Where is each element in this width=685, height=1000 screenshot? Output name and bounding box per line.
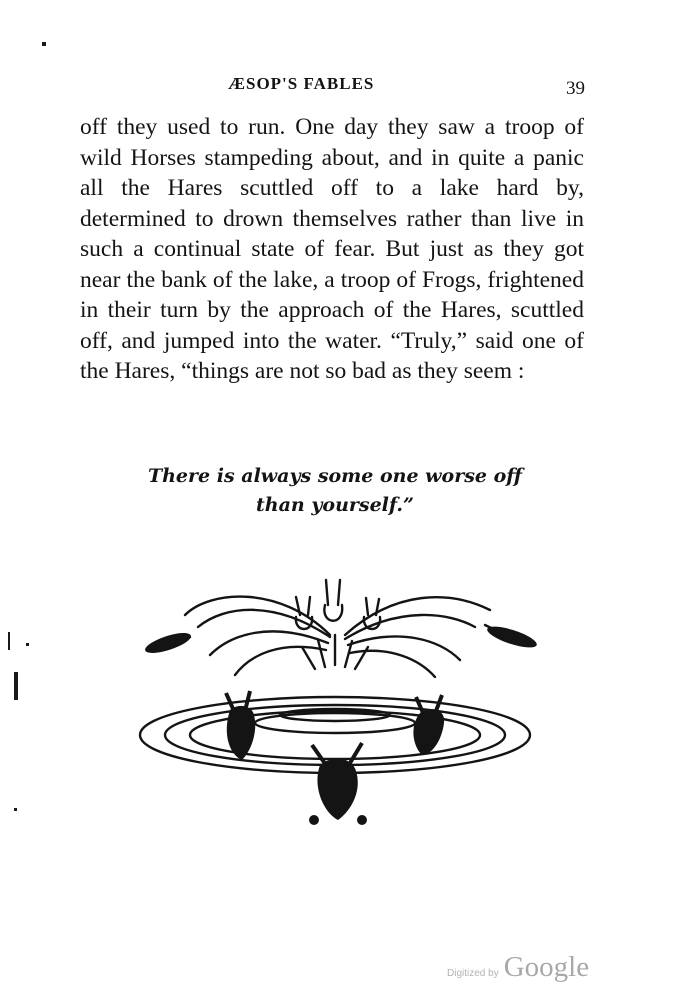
- moral-line-1: There is always some one worse off: [147, 465, 523, 487]
- digitized-label: Digitized by: [447, 968, 499, 979]
- running-head: ÆSOP'S FABLES: [228, 74, 375, 93]
- margin-mark: [14, 672, 18, 700]
- fable-illustration: [130, 565, 550, 835]
- margin-mark: [8, 632, 10, 650]
- moral: [90, 462, 580, 520]
- moral-line-2: than yourself.”: [256, 494, 414, 516]
- digitized-watermark: [447, 951, 589, 984]
- google-logo: Google: [503, 951, 590, 983]
- margin-mark: [26, 643, 29, 646]
- page-number: 39: [566, 78, 585, 99]
- margin-mark: [14, 808, 17, 811]
- margin-mark: [42, 42, 46, 46]
- fable-text: off they used to run. One day they saw a troop of wild Horses stampeding about, and in quite a panic all the Hares scuttled off to a lake hard by, determined to drown themselves rather than live in such a continual state of fear. But just as they got near the bank of the lake, a troop of Frogs, frightened in their turn by the approach of the Hares, scuttled off, and jumped into the water. “Truly,” said one of the Hares, “things are not so bad as they seem :: [80, 114, 584, 384]
